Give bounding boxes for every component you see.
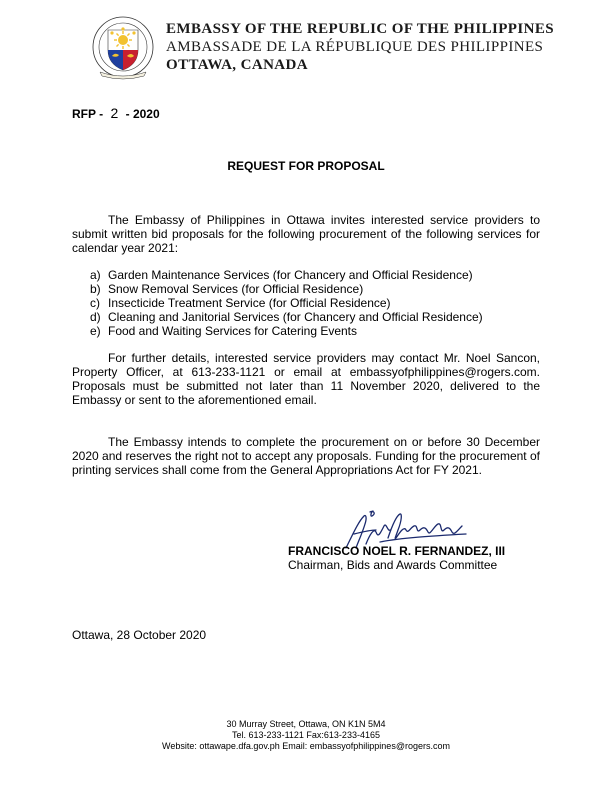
page-footer [0,719,612,752]
list-marker: c) [90,296,100,310]
philippine-seal-icon [92,14,154,80]
signatory-position: Chairman, Bids and Awards Committee [288,558,498,572]
rfp-number: 2 [110,105,119,121]
footer-web: Website: ottawape.dfa.gov.ph Email: embassyofphilippines@rogers.com [162,741,450,751]
footer-address: 30 Murray Street, Ottawa, ON K1N 5M4 [226,719,386,729]
embassy-city: OTTAWA, CANADA [166,57,308,73]
service-text: Snow Removal Services (for Official Residence) [108,282,364,296]
list-marker: e) [90,324,101,338]
embassy-name-french: AMBASSADE DE LA RÉPUBLIQUE DES PHILIPPINES [166,39,544,55]
list-item [90,282,483,296]
list-item [90,268,483,282]
rfp-suffix: - 2020 [125,107,160,121]
signatory-name: FRANCISCO NOEL R. FERNANDEZ, III [288,544,506,558]
dateline: Ottawa, 28 October 2020 [72,628,207,642]
list-marker: a) [90,268,101,282]
list-item [90,296,483,310]
details-paragraph: For further details, interested service providers may contact Mr. Noel Sancon, Property Officer, at 613-233-1121 or email at embassyofphilippines@rogers.com. Proposals must be submitted not later than 11 November 2020, delivered to the Embassy or sent to the aforementioned email. [72,351,540,407]
intro-paragraph: The Embassy of Philippines in Ottawa invites interested service providers to submit written bid proposals for the following procurement of the following services for calendar year 2021: [72,213,540,255]
list-item [90,310,483,324]
list-marker: d) [90,310,101,324]
service-text: Garden Maintenance Services (for Chancery and Official Residence) [108,268,473,282]
document-title: REQUEST FOR PROPOSAL [227,159,385,173]
signatory-block [288,544,505,572]
rfp-prefix: RFP - [72,107,104,121]
rfp-reference [72,105,160,121]
footer-phone: Tel. 613-233-1121 Fax:613-233-4165 [232,730,380,740]
letterhead [166,20,554,74]
list-marker: b) [90,282,101,296]
service-text: Food and Waiting Services for Catering Events [108,324,358,338]
services-list [90,268,483,338]
closing-paragraph: The Embassy intends to complete the procurement on or before 30 December 2020 and reserves the right not to accept any proposals. Funding for the procurement of printing services shall come from the General Appropriations Act for FY 2021. [72,435,540,477]
list-item [90,324,483,338]
embassy-name-english: EMBASSY OF THE REPUBLIC OF THE PHILIPPINES [166,21,554,37]
service-text: Insecticide Treatment Service (for Official Residence) [108,296,391,310]
service-text: Cleaning and Janitorial Services (for Chancery and Official Residence) [108,310,483,324]
